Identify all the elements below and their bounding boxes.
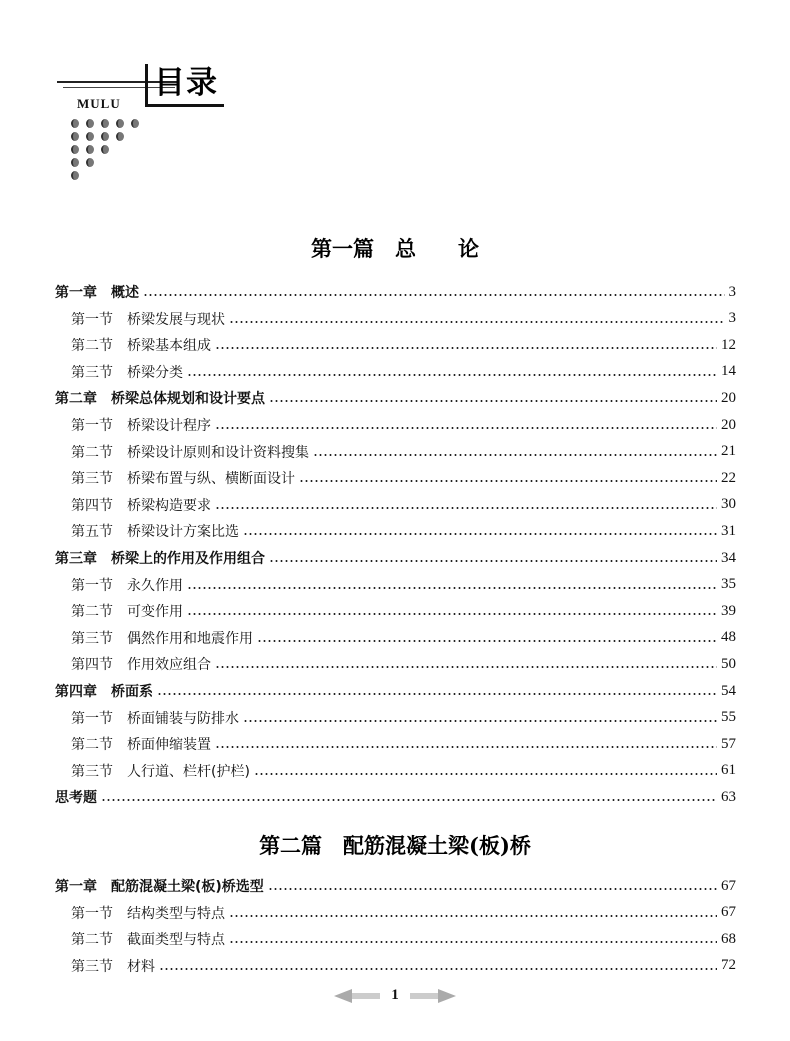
toc-entry-label	[55, 628, 253, 648]
part-title: 第一篇 总 论	[311, 236, 479, 261]
toc-header	[55, 60, 255, 200]
entry-title: 桥梁上的作用及作用组合	[111, 551, 265, 567]
entry-title: 概述	[111, 285, 139, 301]
dot-leader	[257, 640, 717, 642]
toc-chapter-row[interactable]	[55, 874, 736, 898]
dot-leader	[215, 347, 717, 349]
decorative-dots	[71, 117, 139, 182]
toc-section-row[interactable]	[55, 599, 736, 623]
toc-subtitle: MULU	[77, 96, 121, 111]
entry-page-number: 34	[721, 549, 736, 566]
right-arrow-icon	[410, 989, 456, 1003]
dot-leader	[215, 666, 717, 668]
entry-page-number: 39	[721, 602, 736, 619]
entry-page-number: 67	[721, 877, 736, 894]
toc-entry-label	[55, 388, 265, 408]
dot-leader	[243, 533, 717, 535]
entry-title: 桥梁基本组成	[127, 338, 211, 355]
entry-title: 可变作用	[127, 604, 183, 621]
toc-section-row[interactable]	[55, 706, 736, 730]
toc-entry-label	[55, 282, 139, 302]
toc-entry-label	[55, 415, 211, 435]
entry-number: 第三节	[71, 958, 113, 975]
entry-number: 第四节	[71, 657, 113, 674]
toc-entry-label	[55, 575, 183, 595]
left-arrow-icon	[334, 989, 380, 1003]
entry-title: 永久作用	[127, 577, 183, 594]
entry-page-number: 3	[728, 310, 736, 327]
entry-number: 第二节	[71, 444, 113, 461]
entry-page-number: 20	[721, 389, 736, 406]
entry-page-number: 35	[721, 576, 736, 593]
toc-entry-label	[55, 495, 211, 515]
entry-page-number: 31	[721, 522, 736, 539]
entry-number: 第三节	[71, 471, 113, 488]
toc-section-row[interactable]	[55, 333, 736, 357]
entry-number: 第二章	[55, 391, 97, 408]
entry-title: 桥梁分类	[127, 364, 183, 381]
entry-number: 第四章	[55, 684, 97, 700]
entry-title: 配筋混凝土梁(板)桥选型	[111, 879, 264, 895]
toc-entry-label	[55, 548, 265, 568]
entry-page-number: 30	[721, 496, 736, 513]
entry-number: 第二节	[71, 604, 113, 621]
entry-title: 桥梁设计程序	[127, 418, 211, 434]
entry-number: 第五节	[71, 524, 113, 541]
toc-section-row[interactable]	[55, 573, 736, 597]
dot-leader	[215, 746, 717, 748]
toc-section-row[interactable]	[55, 413, 736, 437]
toc-section-row[interactable]	[55, 954, 736, 978]
entry-number: 第三节	[71, 763, 113, 780]
entry-page-number: 14	[721, 363, 736, 380]
entry-page-number: 54	[721, 682, 736, 699]
entry-number: 第一节	[71, 710, 113, 727]
entry-number: 第三节	[71, 630, 113, 647]
toc-entry-label	[55, 362, 183, 382]
part-title: 第二篇 配筋混凝土梁(板)桥	[259, 833, 531, 858]
dot-leader	[229, 941, 717, 943]
entry-title: 桥梁布置与纵、横断面设计	[127, 471, 295, 488]
dot-leader	[299, 480, 717, 482]
entry-title: 桥梁发展与现状	[127, 311, 225, 328]
entry-number: 第一节	[71, 577, 113, 594]
entry-page-number: 48	[721, 629, 736, 646]
header-title-box	[145, 64, 224, 107]
entry-page-number: 50	[721, 655, 736, 672]
entry-page-number: 61	[721, 762, 736, 779]
entry-title: 思考题	[55, 790, 97, 807]
entry-page-number: 55	[721, 709, 736, 726]
entry-title: 偶然作用和地震作用	[127, 630, 253, 647]
dot-leader	[269, 400, 717, 402]
dot-leader	[215, 507, 717, 509]
entry-page-number: 20	[721, 416, 736, 433]
entry-title: 桥面伸缩装置	[127, 737, 211, 754]
entry-title: 桥梁总体规划和设计要点	[111, 391, 265, 408]
toc-entry-label	[55, 681, 153, 701]
toc-section-row[interactable]	[55, 652, 736, 676]
toc-section-row[interactable]	[55, 466, 736, 490]
toc-entry-label	[55, 708, 239, 728]
toc-section-row[interactable]	[55, 927, 736, 951]
entry-title: 人行道、栏杆(护栏)	[127, 763, 250, 780]
toc-section-row[interactable]	[55, 901, 736, 925]
entry-title: 桥梁设计方案比选	[127, 524, 239, 541]
toc-entry-label	[55, 734, 211, 754]
toc-section-row[interactable]	[55, 307, 736, 331]
dot-leader	[187, 587, 717, 589]
dot-leader	[229, 915, 717, 917]
entry-title: 桥梁构造要求	[127, 497, 211, 514]
toc-entry-label	[55, 521, 239, 541]
entry-number: 第二节	[71, 737, 113, 754]
page-footer	[0, 985, 790, 1004]
toc-entry-label	[55, 876, 264, 896]
dot-leader	[269, 560, 717, 562]
entry-page-number: 3	[728, 283, 736, 300]
dot-leader	[159, 968, 717, 970]
entry-page-number: 21	[721, 443, 736, 460]
toc-entry-label	[55, 468, 295, 488]
entry-page-number: 68	[721, 930, 736, 947]
entry-number: 第四节	[71, 497, 113, 514]
toc-section-row[interactable]	[55, 732, 736, 756]
entry-number: 第一章	[55, 879, 97, 895]
dot-leader	[313, 454, 717, 456]
toc-entry-label	[55, 929, 225, 949]
dot-leader	[187, 374, 717, 376]
toc-entry-label	[55, 601, 183, 621]
entry-title: 结构类型与特点	[127, 905, 225, 922]
toc-entry-label	[55, 309, 225, 329]
dot-leader	[101, 799, 717, 801]
dot-leader	[187, 613, 717, 615]
entry-page-number: 12	[721, 336, 736, 353]
toc-entry-label	[55, 654, 211, 674]
toc-entry-label	[55, 787, 97, 807]
toc-chapter-row[interactable]	[55, 546, 736, 570]
page-number: 1	[391, 987, 399, 1003]
entry-title: 截面类型与特点	[127, 932, 225, 949]
dot-leader	[268, 888, 717, 890]
entry-page-number: 22	[721, 469, 736, 486]
entry-title: 桥面系	[111, 684, 153, 700]
toc-section-row[interactable]	[55, 360, 736, 384]
toc-chapter-row[interactable]	[55, 679, 736, 703]
toc-entry-label	[55, 761, 250, 781]
entry-title: 桥面铺装与防排水	[127, 710, 239, 727]
entry-number: 第一节	[71, 418, 113, 434]
dot-leader	[143, 294, 725, 296]
entry-number: 第二节	[71, 338, 113, 355]
entry-page-number: 67	[721, 904, 736, 921]
dot-leader	[243, 720, 717, 722]
dot-leader	[254, 773, 717, 775]
toc-section-row[interactable]	[55, 759, 736, 783]
toc-title: 目录	[154, 65, 218, 101]
dot-leader	[157, 693, 717, 695]
toc-chapter-row[interactable]	[55, 785, 736, 809]
entry-number: 第二节	[71, 932, 113, 949]
toc-entry-label	[55, 335, 211, 355]
toc-entry-label	[55, 903, 225, 923]
entry-page-number: 57	[721, 735, 736, 752]
entry-title: 材料	[127, 958, 155, 975]
toc-section-row[interactable]	[55, 519, 736, 543]
toc-section-row[interactable]	[55, 440, 736, 464]
entry-page-number: 72	[721, 957, 736, 974]
entry-number: 第一节	[71, 311, 113, 328]
entry-title: 作用效应组合	[127, 657, 211, 674]
entry-title: 桥梁设计原则和设计资料搜集	[127, 444, 309, 461]
entry-number: 第三章	[55, 551, 97, 567]
toc-entry-label	[55, 442, 309, 462]
toc-chapter-row[interactable]	[55, 386, 736, 410]
entry-page-number: 63	[721, 788, 736, 805]
toc-chapter-row[interactable]	[55, 280, 736, 304]
toc-section-row[interactable]	[55, 493, 736, 517]
toc-entry-label	[55, 956, 155, 976]
dot-leader	[215, 427, 717, 429]
toc-section-row[interactable]	[55, 626, 736, 650]
entry-number: 第一章	[55, 285, 97, 301]
entry-number: 第三节	[71, 364, 113, 381]
dot-leader	[229, 321, 725, 323]
entry-number: 第一节	[71, 905, 113, 922]
